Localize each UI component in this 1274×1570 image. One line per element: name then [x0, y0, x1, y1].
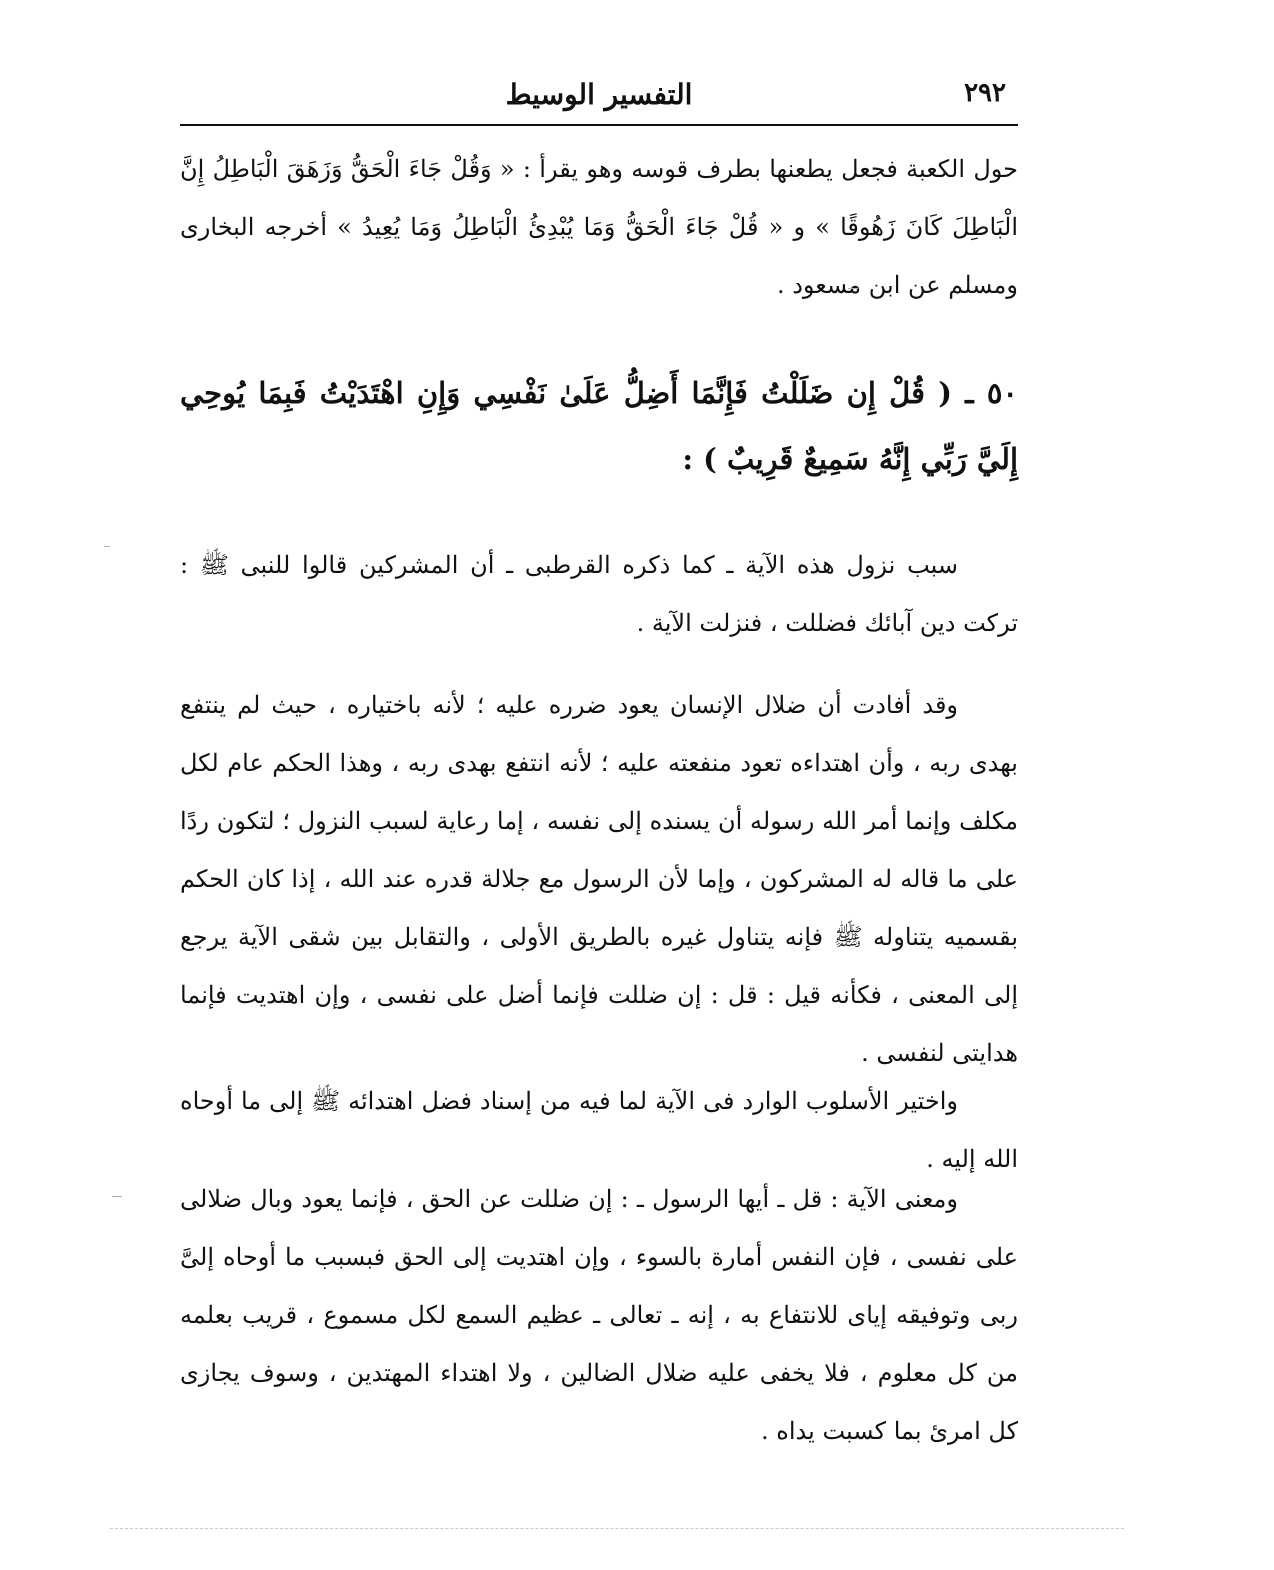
page-number: ٢٩٢: [964, 78, 1006, 108]
quran-verse-50: ٥٠ ـ ( قُلْ إِن ضَلَلْتُ فَإِنَّمَا أَضِلُّ عَلَىٰ نَفْسِي وَإِنِ اهْتَدَيْتُ فَبِمَا يُوحِي إِلَيَّ رَبِّي إِنَّهُ سَمِيعٌ قَرِيبٌ ) :: [180, 376, 1018, 476]
paragraph-verse-style: واختير الأسلوب الوارد فى الآية لما فيه من إسناد فضل اهتدائه ﷺ إلى ما أوحاه الله إليه .: [180, 1087, 1018, 1173]
paragraph-hadith-continuation: حول الكعبة فجعل يطعنها بطرف قوسه وهو يقرأ : « وَقُلْ جَاءَ الْحَقُّ وَزَهَقَ الْبَاطِلُ إِنَّ الْبَاطِلَ كَانَ زَهُوقًا » و « قُلْ جَاءَ الْحَقُّ وَمَا يُبْدِئُ الْبَاطِلُ وَمَا يُعِيدُ » أخرجه البخارى ومسلم عن ابن مسعود .: [180, 155, 1018, 299]
paragraph-cause-of-revelation: سبب نزول هذه الآية ـ كما ذكره القرطبى ـ أن المشركين قالوا للنبى ﷺ : تركت دين آبائك فضللت ، فنزلت الآية .: [180, 551, 1018, 637]
running-header: [180, 72, 1018, 120]
page-bottom-edge: [110, 1528, 1124, 1529]
scan-speck: [104, 546, 110, 547]
paragraph-verse-benefit: وقد أفادت أن ضلال الإنسان يعود ضرره عليه ؛ لأنه باختياره ، حيث لم ينتفع بهدى ربه ، وأن اهتداءه تعود منفعته عليه ؛ لأنه انتفع بهدى ربه ، وهذا الحكم عام لكل مكلف وإنما أمر الله رسوله أن يسنده إلى نفسه ، إما رعاية لسبب النزول ؛ لتكون ردًا على ما قاله له المشركون ، وإما لأن الرسول مع جلالة قدره عند الله ، إذا كان الحكم بقسميه يتناوله ﷺ فإنه يتناول غيره بالطريق الأولى ، والتقابل بين شقى الآية يرجع إلى المعنى ، فكأنه قيل : قل : إن ضللت فإنما أضل على نفسى ، وإن اهتديت فإنما هدايتى لنفسى .: [180, 691, 1018, 1067]
paragraph-verse-meaning: ومعنى الآية : قل ـ أيها الرسول ـ : إن ضللت عن الحق ، فإنما يعود وبال ضلالى على نفسى ، فإن النفس أمارة بالسوء ، وإن اهتديت إلى الحق فبسبب ما أوحاه إلىَّ ربى وتوفيقه إياى للانتفاع به ، إنه ـ تعالى ـ عظيم السمع لكل مسموع ، قريب بعلمه من كل معلوم ، فلا يخفى عليه ضلال الضالين ، ولا اهتداء المهتدين ، وسوف يجازى كل امرئ بما كسبت يداه .: [180, 1185, 1018, 1445]
header-rule: [180, 124, 1018, 126]
running-title: التفسير الوسيط: [505, 78, 693, 111]
scan-speck: [848, 288, 858, 289]
scan-speck: [112, 1196, 122, 1197]
